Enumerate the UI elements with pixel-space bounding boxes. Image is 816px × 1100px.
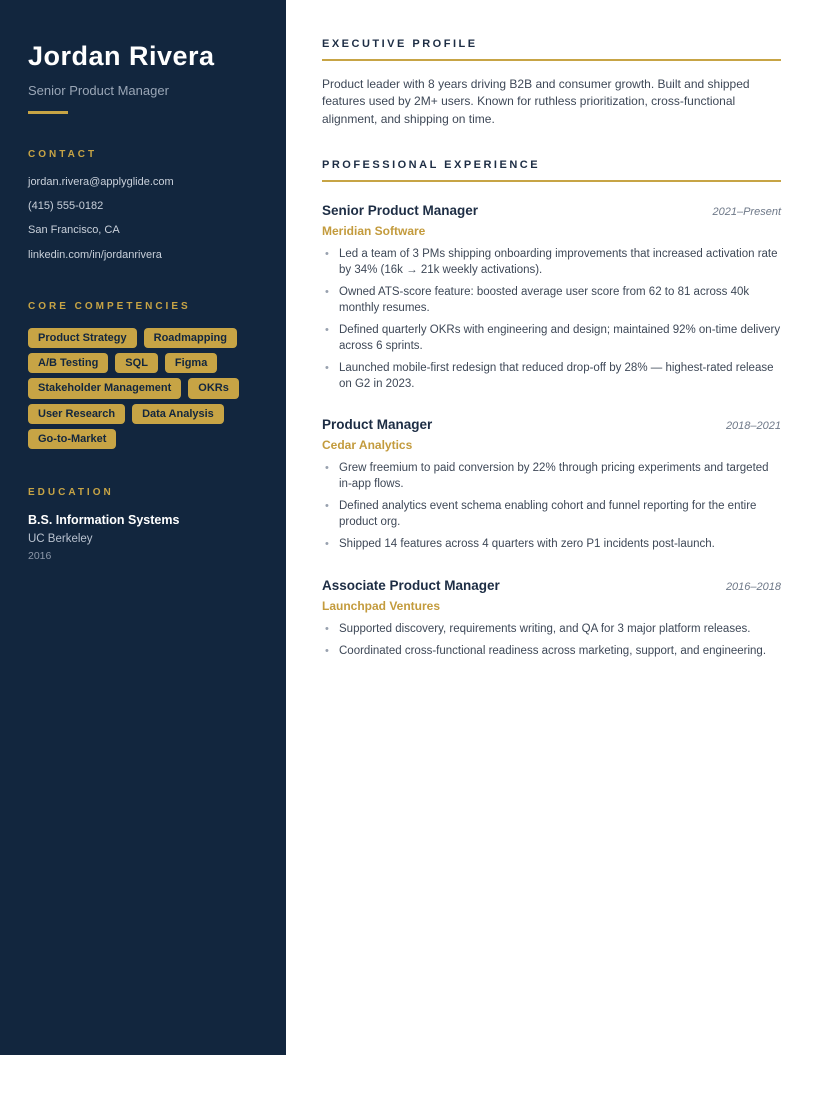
job-bullets (322, 461, 781, 553)
education-heading: EDUCATION (28, 486, 114, 498)
contact-list (28, 175, 262, 264)
job-title: Senior Product Manager (322, 203, 479, 219)
education-section (28, 487, 262, 562)
contact-item: linkedin.com/in/jordanrivera (28, 248, 162, 261)
bullet-item: • Coordinated cross-functional readiness across marketing, support, and engineering. (322, 644, 781, 660)
job-company: Cedar Analytics (322, 438, 413, 453)
competency-tag: Product Strategy (28, 328, 137, 348)
competency-tag: User Research (28, 404, 125, 424)
job-header (322, 578, 781, 593)
job-dates: 2021–Present (712, 206, 781, 219)
bullet-item: • Grew freemium to paid conversion by 22% through pricing experiments and targeted in-app flows. (322, 461, 781, 492)
job-title: Associate Product Manager (322, 577, 500, 593)
profile-title: Senior Product Manager (28, 82, 169, 98)
competency-tag: Stakeholder Management (28, 378, 181, 398)
bullet-item: • Owned ATS-score feature: boosted average user score from 62 to 81 across 40k monthly resumes. (322, 285, 781, 316)
executive-profile-heading: EXECUTIVE PROFILE (322, 38, 781, 61)
job-list (322, 203, 781, 660)
bullet-item: • Defined analytics event schema enabling cohort and funnel reporting for the entire product org. (322, 499, 781, 530)
bullet-item: • Defined quarterly OKRs with engineering and design; maintained 92% on-time delivery across 6 sprints. (322, 323, 781, 354)
sidebar (0, 0, 286, 1055)
accent-bar (28, 111, 68, 114)
job-entry (322, 578, 781, 660)
job-dates: 2018–2021 (725, 420, 781, 433)
profile-summary: Product leader with 8 years driving B2B and consumer growth. Built and shipped features used by 2M+ users. Known for ruthless prioritization, cross-functional alignment, and shipping on time. (322, 77, 750, 126)
job-dates: 2016–2018 (725, 580, 781, 593)
job-bullets (322, 622, 781, 660)
contact-item: San Francisco, CA (28, 224, 120, 237)
competency-tag-list (28, 328, 262, 448)
contact-section (28, 149, 262, 264)
education-school: UC Berkeley (28, 532, 93, 545)
competencies-heading: CORE COMPETENCIES (28, 301, 191, 313)
job-company: Meridian Software (322, 224, 426, 239)
contact-heading: CONTACT (28, 148, 98, 160)
competency-tag: OKRs (188, 378, 239, 398)
experience-section (322, 159, 781, 660)
bullet-item: • Shipped 14 features across 4 quarters with zero P1 incidents post-launch. (322, 537, 781, 553)
competency-tag: Go-to-Market (28, 429, 116, 449)
competency-tag: A/B Testing (28, 353, 108, 373)
job-bullets (322, 247, 781, 392)
competency-tag: Data Analysis (132, 404, 224, 424)
bullet-item: • Launched mobile-first redesign that reduced drop-off by 28% — highest-rated release on G2 in 2023. (322, 361, 781, 392)
competency-tag: SQL (115, 353, 158, 373)
job-header (322, 417, 781, 432)
job-entry (322, 203, 781, 392)
job-title: Product Manager (322, 417, 433, 433)
profile-name: Jordan Rivera (28, 41, 215, 71)
education-degree: B.S. Information Systems (28, 512, 180, 527)
job-entry (322, 417, 781, 553)
job-header (322, 203, 781, 218)
main-content (322, 38, 781, 667)
bullet-item: • Led a team of 3 PMs shipping onboarding improvements that increased activation rate by 34% (16k → 21k weekly activations). (322, 247, 781, 278)
competency-tag: Figma (165, 353, 217, 373)
contact-item: jordan.rivera@applyglide.com (28, 175, 174, 188)
competency-tag: Roadmapping (144, 328, 237, 348)
experience-heading: PROFESSIONAL EXPERIENCE (322, 159, 781, 182)
contact-item: (415) 555-0182 (28, 200, 104, 213)
job-company: Launchpad Ventures (322, 598, 441, 613)
education-year: 2016 (28, 549, 52, 562)
executive-profile-section (322, 38, 781, 128)
competencies-section (28, 301, 262, 448)
bullet-item: • Supported discovery, requirements writing, and QA for 3 major platform releases. (322, 622, 781, 638)
